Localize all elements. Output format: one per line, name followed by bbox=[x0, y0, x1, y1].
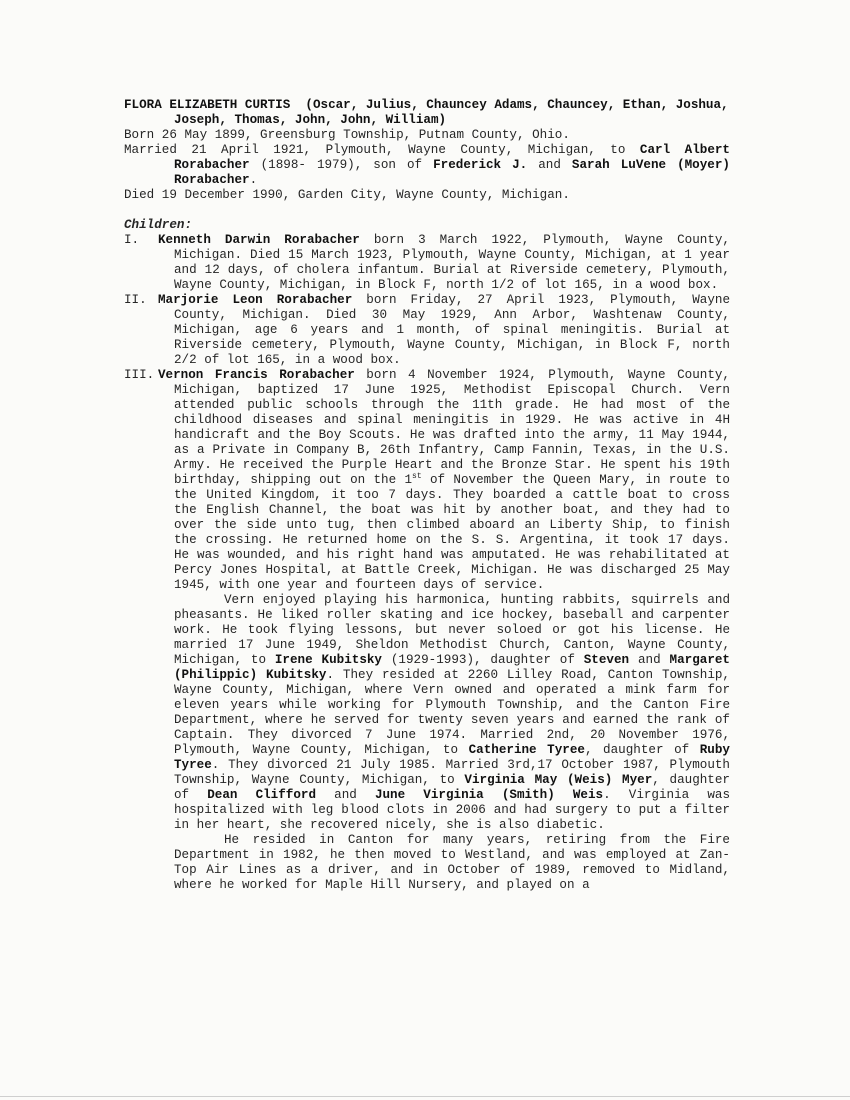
wife-3-mother: June Virginia (Smith) Weis bbox=[374, 788, 604, 802]
wife-1-father: Steven bbox=[583, 653, 630, 667]
p2-text-e: , daughter of bbox=[584, 743, 700, 757]
wife-3-name: Virginia May (Weis) Myer bbox=[464, 773, 653, 787]
child-details-a: born 4 November 1924, Plymouth, Wayne County, Michigan, baptized 17 June 1925, Methodist Episcopal Church. Vern attended public schools through the 11th grade. He had most of the childhood diseases and spinal meningitis in 1929. He was active in 4H handicraft and the Boy Scouts. He was drafted into the army, 11 May 1944, as a Private in Company B, 26th Infantry, Camp Fannin, Texas, in the U.S. Army. He received the Purple Heart and the Bronze Star. He spent his 19th birthday, shipping out on the 1 bbox=[174, 368, 730, 487]
document-content bbox=[124, 98, 730, 893]
marriage-and: and bbox=[527, 158, 572, 172]
p2-text-b: (1929-1993), daughter of bbox=[382, 653, 584, 667]
p2-text-g: , daughter of bbox=[174, 773, 730, 802]
entry-name: FLORA ELIZABETH CURTIS bbox=[124, 98, 291, 112]
spouse-father: Frederick J. bbox=[433, 158, 528, 172]
wife-3-father: Dean Clifford bbox=[207, 788, 317, 802]
p2-text-d: . They resided at 2260 Lilley Road, Canton Township, Wayne County, Michigan, where Vern owned and operated a mink farm for eleven years while working for Plymouth Township, and the Canton Fire Department, where he served for twenty seven years and earned the rank of Captain. They divorced 7 June 1974. Married 2nd, 20 November 1976, Plymouth, Wayne County, Michigan, to bbox=[174, 668, 730, 757]
child-number: I. bbox=[124, 233, 140, 247]
birth-line: Born 26 May 1899, Greensburg Township, Putnam County, Ohio. bbox=[124, 128, 570, 142]
ordinal-suffix: st bbox=[412, 471, 422, 481]
marriage-end: . bbox=[249, 173, 258, 187]
child-name: Kenneth Darwin Rorabacher bbox=[158, 233, 360, 247]
spouse-name: Carl Albert Rorabacher bbox=[174, 143, 730, 172]
wife-2-parent: Ruby Tyree bbox=[174, 743, 730, 772]
child-details: born Friday, 27 April 1923, Plymouth, Wayne County, Michigan. Died 30 May 1929, Ann Arbor, Washtenaw County, Michigan, age 6 years and 1 month, of spinal meningitis. Burial at Riverside cemetery, Plymouth, Wayne County, Michigan, in Block F, north 2/2 of lot 165, in a wood box. bbox=[174, 293, 730, 367]
children-heading: Children: bbox=[124, 218, 193, 232]
child-text bbox=[158, 233, 730, 293]
wife-1-name: Irene Kubitsky bbox=[274, 653, 382, 667]
child-body bbox=[158, 368, 730, 893]
child-name: Vernon Francis Rorabacher bbox=[158, 368, 355, 382]
entry-lineage: (Oscar, Julius, Chauncey Adams, Chauncey, Ethan, Joshua, Joseph, Thomas, John, John, William) bbox=[174, 98, 729, 127]
p2-text-a: Vern enjoyed playing his harmonica, hunting rabbits, squirrels and pheasants. He liked roller skating and ice hockey, baseball and carpenter work. He took flying lessons, but never soloed or got his license. He married 17 June 1949, Sheldon Methodist Church, Canton, Wayne County, Michigan, to bbox=[174, 593, 730, 667]
marriage-mid: (1898- 1979), son of bbox=[249, 158, 434, 172]
page-bottom-rule bbox=[0, 1096, 850, 1097]
child-paragraph-2 bbox=[158, 593, 730, 833]
p2-text-i: . Virginia was hospitalized with leg blood clots in 2006 and had surgery to put a filter in her heart, she recovered nicely, she is also diabetic. bbox=[174, 788, 730, 832]
wife-2-name: Catherine Tyree bbox=[468, 743, 585, 757]
child-name: Marjorie Leon Rorabacher bbox=[158, 293, 353, 307]
spouse-mother: Sarah LuVene (Moyer) Rorabacher bbox=[174, 158, 730, 187]
p2-text-c: and bbox=[629, 653, 670, 667]
wife-1-mother: Margaret (Philippic) Kubitsky bbox=[174, 653, 730, 682]
entry-header bbox=[124, 98, 730, 128]
child-paragraph-3: He resided in Canton for many years, retiring from the Fire Department in 1982, he then moved to Westland, and was employed at Zan-Top Air Lines as a driver, and in October of 1989, removed to Midland, where he worked for Maple Hill Nursery, and played on a bbox=[174, 833, 730, 892]
child-details-b: of November the Queen Mary, in route to the United Kingdom, it too 7 days. They boarded a cattle boat to cross the English Channel, the boat was hit by another boat, and they had to over the side unto tug, then climbed aboard an Liberty Ship, to finish the crossing. He returned home on the S. S. Argentina, it took 17 days. He was wounded, and his right hand was amputated. He was rehabilitated at Percy Jones Hospital, at Battle Creek, Michigan. He was discharged 25 May 1945, with one year and fourteen days of service. bbox=[174, 473, 730, 592]
child-number: III. bbox=[124, 368, 155, 382]
child-entry-1 bbox=[124, 233, 730, 293]
child-entry-2 bbox=[124, 293, 730, 368]
child-details: born 3 March 1922, Plymouth, Wayne County, Michigan. Died 15 March 1923, Plymouth, Wayne County, Michigan, at 1 year and 12 days, of cholera infantum. Burial at Riverside cemetery, Plymouth, Wayne County, Michigan, in Block F, north 1/2 of lot 165, in a wood box. bbox=[174, 233, 730, 292]
p2-text-f: . They divorced 21 July 1985. Married 3rd,17 October 1987, Plymouth Township, Wayne County, Michigan, to bbox=[174, 758, 730, 787]
marriage-prefix: Married 21 April 1921, Plymouth, Wayne County, Michigan, to bbox=[124, 143, 640, 157]
child-entry-3 bbox=[124, 368, 730, 893]
child-text bbox=[158, 293, 730, 368]
child-number: II. bbox=[124, 293, 147, 307]
p2-text-h: and bbox=[316, 788, 375, 802]
child-paragraph-1 bbox=[158, 368, 730, 593]
death-line: Died 19 December 1990, Garden City, Wayne County, Michigan. bbox=[124, 188, 570, 202]
marriage-line bbox=[124, 143, 730, 188]
